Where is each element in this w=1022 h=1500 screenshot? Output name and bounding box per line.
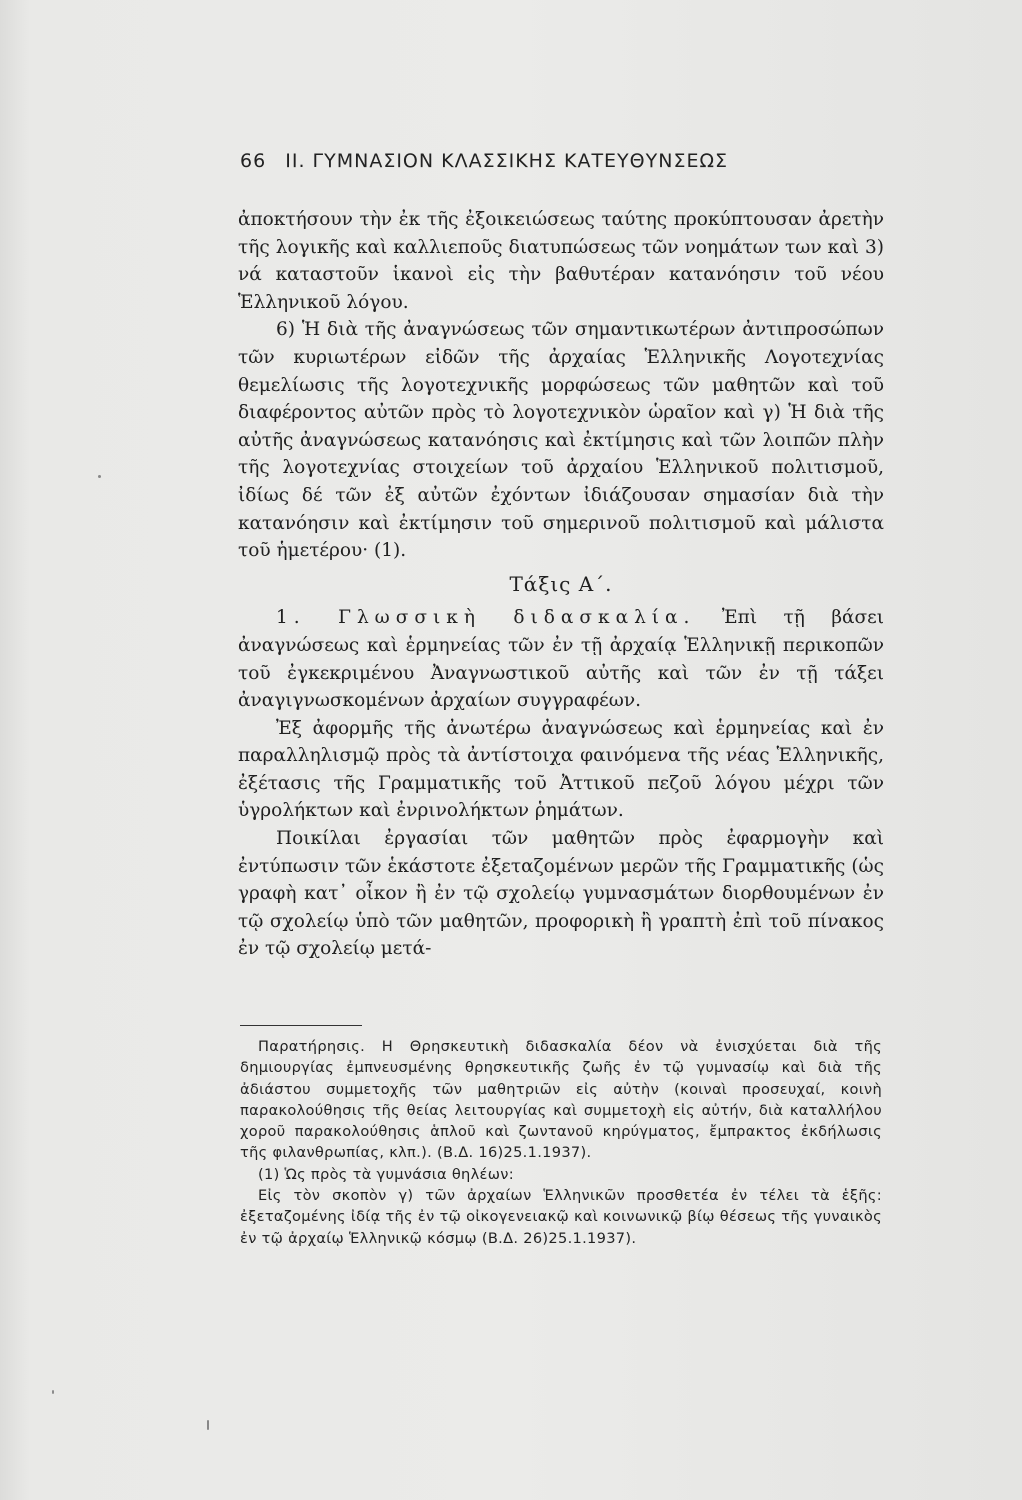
paragraph-3 bbox=[238, 604, 884, 714]
subsection-heading: 1. Γλωσσικὴ διδασκαλία. bbox=[276, 607, 696, 629]
paragraph-5: Ποικίλαι ἐργασίαι τῶν μαθητῶν πρὸς ἐφαρμογὴν καὶ ἐντύπωσιν τῶν ἑκάστοτε ἐξεταζομένων μερῶν τῆς Γραμματικῆς (ὡς γραφὴ κατ᾽ οἶκον ἢ ἐν τῷ σχολείῳ γυμνασμάτων διορθουμένων ἐν τῷ σχολείῳ ὑπὸ τῶν μαθητῶν, προφορικὴ ἢ γραπτὴ ἐπὶ τοῦ πίνακος ἐν τῷ σχολείῳ μετά- bbox=[238, 828, 884, 960]
running-header bbox=[240, 150, 880, 172]
footnote-remark: Παρατήρησις. Η Θρησκευτικὴ διδασκαλία δέον νὰ ἐνισχύεται διὰ τῆς δημιουργίας ἐμπνευσμένης θρησκευτικῆς ζωῆς ἐν τῷ γυμνασίῳ καὶ διὰ τῆς ἀδιάστου συμμετοχῆς τῶν μαθητριῶν εἰς αὐτὴν (κοιναὶ προσευχαί, κοινὴ παρακολούθησις τῆς θείας λειτουργίας καὶ συμμετοχὴ εἰς αὐτήν, διὰ καταλλήλου χοροῦ παρακολούθησις ἁπλοῦ καὶ ζωντανοῦ κηρύγματος, ἔμπρακτος ἐκδήλωσις τῆς φιλανθρωπίας, κλπ.). (Β.Δ. 16)25.1.1937). bbox=[240, 1038, 882, 1162]
main-text bbox=[238, 206, 884, 963]
footnote-1-heading: (1) Ὡς πρὸς τὰ γυμνάσια θηλέων: bbox=[258, 1165, 514, 1183]
paper-speck bbox=[207, 1420, 209, 1430]
footnotes bbox=[240, 1036, 882, 1249]
page-number: 66 bbox=[240, 150, 267, 172]
footnote-1-text: Εἰς τὸν σκοπὸν γ) τῶν ἀρχαίων Ἑλληνικῶν προσθετέα ἐν τέλει τὰ ἑξῆς: ἐξεταζομένης ἰδίᾳ τῆς ἐν τῷ οἰκογενειακῷ καὶ κοινωνικῷ βίῳ θέσεως τῆς γυναικὸς ἐν τῷ ἀρχαίῳ Ἑλληνικῷ κόσμῳ (Β.Δ. 26)25.1.1937). bbox=[240, 1187, 882, 1247]
paragraph-4: Ἐξ ἀφορμῆς τῆς ἀνωτέρω ἀναγνώσεως καὶ ἑρμηνείας καὶ ἐν παραλληλισμῷ πρὸς τὰ ἀντίστοιχα φαινόμενα τῆς νέας Ἑλληνικῆς, ἐξέτασις τῆς Γραμματικῆς τοῦ Ἀττικοῦ πεζοῦ λόγου μέχρι τῶν ὑγρολήκτων καὶ ἐνρινολήκτων ῥημάτων. bbox=[238, 717, 884, 822]
footnote-divider bbox=[240, 1025, 362, 1026]
paragraph-1: ἀποκτήσουν τὴν ἐκ τῆς ἐξοικειώσεως ταύτης προκύπτουσαν ἀρετὴν τῆς λογικῆς καὶ καλλιεποῦς διατυπώσεως τῶν νοημάτων των καὶ 3) νά καταστοῦν ἱκανοὶ εἰς τὴν βαθυτέραν κατανόησιν τοῦ νέου Ἑλληνικοῦ λόγου. bbox=[238, 209, 884, 313]
section-title: Τάξις Α΄. bbox=[509, 571, 613, 596]
paper-speck bbox=[52, 1390, 54, 1394]
header-title: ΙΙ. ΓΥΜΝΑΣΙΟΝ ΚΛΑΣΣΙΚΗΣ ΚΑΤΕΥΘΥΝΣΕΩΣ bbox=[285, 150, 728, 172]
paragraph-3-text: Ἐπὶ τῇ βάσει ἀναγνώσεως καὶ ἑρμηνείας τῶν ἐν τῇ ἀρχαίᾳ Ἑλληνικῇ περικοπῶν τοῦ ἐγκεκριμένου Ἀναγνωστικοῦ αὐτῆς καὶ τῶν ἐν τῇ τάξει ἀναγιγνωσκομένων ἀρχαίων συγγραφέων. bbox=[238, 607, 884, 712]
paper-speck bbox=[98, 475, 101, 478]
paragraph-2: 6) Ἡ διὰ τῆς ἀναγνώσεως τῶν σημαντικωτέρων ἀντιπροσώπων τῶν κυριωτέρων εἰδῶν τῆς ἀρχαίας Ἑλληνικῆς Λογοτεχνίας θεμελίωσις τῆς λογοτεχνικῆς μορφώσεως τῶν μαθητῶν καὶ τοῦ διαφέροντος αὐτῶν πρὸς τὸ λογοτεχνικὸν ὡραῖον καὶ γ) Ἡ διὰ τῆς αὐτῆς ἀναγνώσεως κατανόησις καὶ ἐκτίμησις καὶ τῶν λοιπῶν πλὴν τῆς λογοτεχνίας στοιχείων τοῦ ἀρχαίου Ἑλληνικοῦ πολιτισμοῦ, ἰδίως δέ τῶν ἐξ αὐτῶν ἐχόντων ἰδιάζουσαν σημασίαν διὰ τὴν κατανόησιν καὶ ἐκτίμησιν τοῦ σημερινοῦ πολιτισμοῦ καὶ μάλιστα τοῦ ἡμετέρου· (1). bbox=[238, 319, 884, 562]
